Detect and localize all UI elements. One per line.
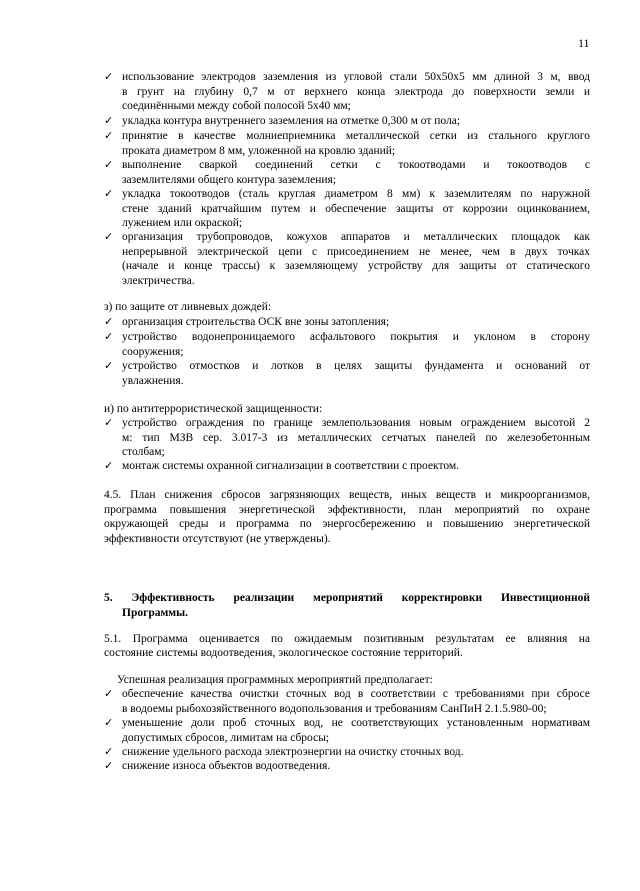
checkmark-icon: ✓	[104, 759, 114, 772]
list-item-line: устройство отмостков и лотков в целях защиты фундамента и оснований от	[122, 360, 590, 372]
list-item-line: укладка контура внутреннего заземления на отметке 0,300 м от пола;	[122, 115, 461, 127]
paragraph-line: окружающей среды и программа по энергосбережению и повышению энергетической	[104, 518, 590, 530]
list-item-line: столбам;	[122, 446, 165, 458]
paragraph-line: эффективности отсутствуют (не утверждены).	[104, 532, 331, 545]
checkmark-icon: ✓	[104, 70, 114, 83]
list-item-line: соединёнными между собой полосой 5х40 мм;	[122, 100, 351, 112]
list-item-line: заземлителями общего контура заземления;	[122, 173, 337, 186]
list-item-line: непрерывной электрической цепи с присоединением не менее, чем в двух точках	[122, 245, 590, 258]
checkmark-icon: ✓	[104, 687, 114, 700]
paragraph-line: Успешная реализация программных мероприятий предполагает:	[117, 674, 433, 686]
checkmark-icon: ✓	[104, 745, 114, 758]
list-item-line: допустимых сбросов, лимитам на сбросы;	[122, 731, 330, 744]
list-item-line: использование электродов заземления из угловой стали 50х50х5 мм длиной 3 м, ввод	[122, 71, 590, 83]
list-item-line: проката диаметром 8 мм, уложенной на кровлю зданий;	[122, 144, 396, 157]
checkmark-icon: ✓	[104, 459, 114, 472]
list-item-line: (начале и конце трассы) к заземляющему устройству для защиты от статического	[122, 260, 590, 272]
list-item-line: лужением или окраской;	[122, 217, 243, 229]
checkmark-icon: ✓	[104, 114, 114, 127]
checkmark-icon: ✓	[104, 359, 114, 372]
paragraph-line: 5.1. Программа оценивается по ожидаемым позитивным результатам ее влияния на	[104, 633, 590, 645]
list-item-line: организация трубопроводов, кожухов аппаратов и металлических площадок как	[122, 231, 590, 243]
list-item-line: стене зданий кратчайшим путем и обеспечение защиты от коррозии оцинкованием,	[122, 202, 590, 215]
paragraph-line: состояние системы водоотведения, экологическое состояние территорий.	[104, 647, 463, 659]
checkmark-icon: ✓	[104, 330, 114, 343]
list-item-line: снижение удельного расхода электроэнергии на очистку сточных вод.	[122, 746, 464, 758]
checkmark-icon: ✓	[104, 129, 114, 142]
paragraph-line: 4.5. План снижения сбросов загрязняющих веществ, иных веществ и микроорганизмов,	[104, 489, 590, 501]
checkmark-icon: ✓	[104, 230, 114, 243]
section-heading: и) по антитеррористической защищенности:	[104, 403, 323, 415]
paragraph-line: программа повышения энергетической эффективности, план мероприятий по охране	[104, 503, 590, 516]
section-5-heading: Программы.	[122, 607, 188, 619]
list-item-line: укладка токоотводов (сталь круглая диаметром 8 мм) к заземлителям по наружной	[122, 188, 590, 200]
checkmark-icon: ✓	[104, 187, 114, 200]
list-item-line: сооружения;	[122, 345, 184, 358]
list-item-line: выполнение сваркой соединений сетки с токоотводами и токоотводов с	[122, 159, 590, 171]
list-item-line: устройство ограждения по границе землепользования новым ограждением высотой 2	[122, 417, 590, 429]
checkmark-icon: ✓	[104, 416, 114, 429]
list-item-line: снижение износа объектов водоотведения.	[122, 760, 331, 772]
list-item-line: принятие в качестве молниеприемника металлической сетки из стального круглого	[122, 130, 590, 142]
list-item-line: обеспечение качества очистки сточных вод в соответствии с требованиями при сбросе	[122, 688, 590, 700]
list-item-line: в грунт на глубину 0,7 м от верхнего конца электрода до поверхности земли и	[122, 85, 590, 98]
page-number: 11	[578, 36, 590, 50]
section-5-heading: 5. Эффективность реализации мероприятий корректировки Инвестиционной	[104, 592, 590, 604]
list-item-line: м: тип МЗВ сер. 3.017-3 из металлических сетчатых панелей по железобетонным	[122, 431, 590, 444]
list-item-line: в водоемы рыбохозяйственного водопользования и требованиям СанПиН 2.1.5.980-00;	[122, 702, 547, 715]
list-item-line: увлажнения.	[122, 374, 184, 387]
list-item-line: организация строительства ОСК вне зоны затопления;	[122, 316, 390, 328]
checkmark-icon: ✓	[104, 716, 114, 729]
list-item-line: монтаж системы охранной сигнализации в соответствии с проектом.	[122, 460, 460, 472]
checkmark-icon: ✓	[104, 158, 114, 171]
checkmark-icon: ✓	[104, 315, 114, 328]
list-item-line: устройство водонепроницаемого асфальтового покрытия и уклоном в сторону	[122, 331, 590, 343]
section-heading: з) по защите от ливневых дождей:	[104, 301, 272, 313]
list-item-line: уменьшение доли проб сточных вод, не соответствующих установленным нормативам	[122, 717, 590, 729]
list-item-line: электричества.	[122, 274, 195, 287]
